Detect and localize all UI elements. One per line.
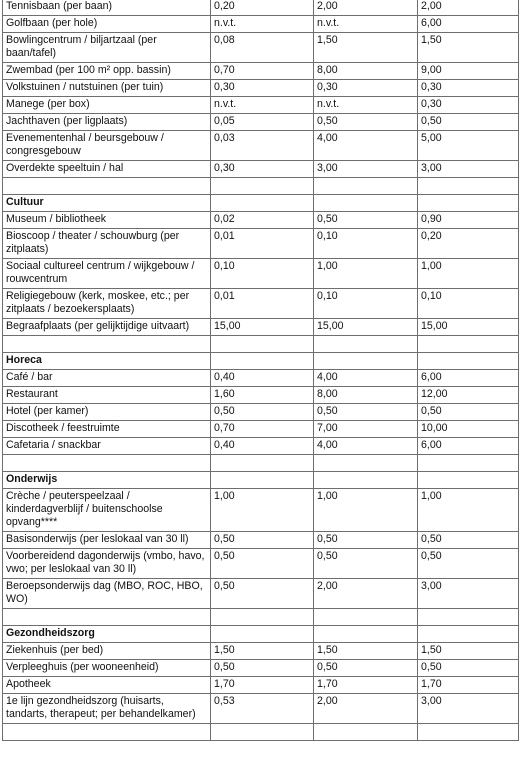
category-cell: Begraafplaats (per gelijktijdige uitvaart) (3, 319, 211, 336)
empty-cell (314, 336, 418, 353)
value-cell-3: 0,50 (418, 549, 519, 579)
category-cell: Crèche / peuterspeelzaal / kinderdagverblijf / buitenschoolse opvang**** (3, 489, 211, 532)
value-cell-1: 0,40 (211, 438, 314, 455)
section-header-row (3, 353, 519, 370)
spacer-row (3, 336, 519, 353)
value-cell-1: 0,70 (211, 421, 314, 438)
value-cell-1: 0,03 (211, 131, 314, 161)
table-row (3, 404, 519, 421)
table-row (3, 421, 519, 438)
value-cell-1: 0,50 (211, 532, 314, 549)
value-cell-3: 6,00 (418, 370, 519, 387)
value-cell-3: 3,00 (418, 161, 519, 178)
empty-cell (418, 455, 519, 472)
table-row (3, 579, 519, 609)
value-cell-1: 1,50 (211, 643, 314, 660)
spacer-row (3, 455, 519, 472)
value-cell-2: 1,00 (314, 259, 418, 289)
empty-cell (314, 178, 418, 195)
category-cell: Apotheek (3, 677, 211, 694)
value-cell-3: 0,50 (418, 532, 519, 549)
value-cell-2: n.v.t. (314, 97, 418, 114)
table-row (3, 161, 519, 178)
table-row (3, 694, 519, 724)
table-row (3, 489, 519, 532)
value-cell-2: 0,10 (314, 289, 418, 319)
value-cell-3: 9,00 (418, 63, 519, 80)
table-row (3, 549, 519, 579)
value-cell-2: 1,50 (314, 33, 418, 63)
spacer-row (3, 178, 519, 195)
value-cell-2: 0,50 (314, 549, 418, 579)
empty-cell (3, 455, 211, 472)
value-cell-2: 2,00 (314, 0, 418, 16)
section-header-row (3, 626, 519, 643)
value-cell-2: 2,00 (314, 694, 418, 724)
table-row (3, 259, 519, 289)
category-cell: Hotel (per kamer) (3, 404, 211, 421)
value-cell-3: 6,00 (418, 438, 519, 455)
empty-cell (211, 455, 314, 472)
value-cell-1: 0,08 (211, 33, 314, 63)
table-row (3, 370, 519, 387)
value-cell-1: 0,30 (211, 80, 314, 97)
empty-cell (211, 336, 314, 353)
section-title: Gezondheidszorg (3, 626, 211, 643)
value-cell-2: 2,00 (314, 579, 418, 609)
empty-cell (211, 724, 314, 741)
value-cell-1: 0,50 (211, 579, 314, 609)
value-cell-2: 7,00 (314, 421, 418, 438)
value-cell-2: 1,00 (314, 489, 418, 532)
value-cell-1: 0,05 (211, 114, 314, 131)
empty-cell (3, 724, 211, 741)
value-cell-1: 0,30 (211, 161, 314, 178)
value-cell-1: 0,53 (211, 694, 314, 724)
value-cell-1: 0,01 (211, 229, 314, 259)
value-cell-3: 1,70 (418, 677, 519, 694)
value-cell-1: 0,50 (211, 660, 314, 677)
value-cell-3: 3,00 (418, 694, 519, 724)
category-cell: Voorbereidend dagonderwijs (vmbo, havo, vwo; per leslokaal van 30 ll) (3, 549, 211, 579)
table-body (3, 0, 519, 741)
value-cell-2: 0,10 (314, 229, 418, 259)
category-cell: Café / bar (3, 370, 211, 387)
empty-cell (314, 609, 418, 626)
empty-cell (418, 353, 519, 370)
category-cell: Discotheek / feestruimte (3, 421, 211, 438)
value-cell-1: 1,60 (211, 387, 314, 404)
empty-cell (211, 609, 314, 626)
value-cell-2: 0,50 (314, 114, 418, 131)
table-row (3, 289, 519, 319)
empty-cell (418, 626, 519, 643)
empty-cell (418, 609, 519, 626)
category-cell: Jachthaven (per ligplaats) (3, 114, 211, 131)
empty-cell (211, 178, 314, 195)
value-cell-1: 0,20 (211, 0, 314, 16)
value-cell-2: 0,50 (314, 404, 418, 421)
table-row (3, 660, 519, 677)
value-cell-3: 1,00 (418, 489, 519, 532)
table-row (3, 212, 519, 229)
value-cell-3: 10,00 (418, 421, 519, 438)
category-cell: Cafetaria / snackbar (3, 438, 211, 455)
value-cell-3: 0,10 (418, 289, 519, 319)
category-cell: Religiegebouw (kerk, moskee, etc.; per zitplaats / bezoekersplaats) (3, 289, 211, 319)
category-cell: Evenementenhal / beursgebouw / congresgebouw (3, 131, 211, 161)
section-title: Cultuur (3, 195, 211, 212)
category-cell: Basisonderwijs (per leslokaal van 30 ll) (3, 532, 211, 549)
parking-norms-table (2, 0, 519, 741)
value-cell-2: 8,00 (314, 387, 418, 404)
table-row (3, 0, 519, 16)
value-cell-3: 0,30 (418, 97, 519, 114)
category-cell: Ziekenhuis (per bed) (3, 643, 211, 660)
empty-cell (3, 178, 211, 195)
category-cell: Beroepsonderwijs dag (MBO, ROC, HBO, WO) (3, 579, 211, 609)
value-cell-3: 0,90 (418, 212, 519, 229)
category-cell: Bowlingcentrum / biljartzaal (per baan/tafel) (3, 33, 211, 63)
empty-cell (314, 626, 418, 643)
spacer-row (3, 724, 519, 741)
value-cell-3: 3,00 (418, 579, 519, 609)
value-cell-2: 4,00 (314, 438, 418, 455)
spacer-row (3, 609, 519, 626)
section-title: Horeca (3, 353, 211, 370)
value-cell-3: 0,30 (418, 80, 519, 97)
value-cell-1: 0,40 (211, 370, 314, 387)
value-cell-1: 15,00 (211, 319, 314, 336)
value-cell-1: n.v.t. (211, 16, 314, 33)
value-cell-1: 0,50 (211, 404, 314, 421)
value-cell-2: 3,00 (314, 161, 418, 178)
value-cell-2: 1,50 (314, 643, 418, 660)
value-cell-1: 0,10 (211, 259, 314, 289)
table-row (3, 131, 519, 161)
empty-cell (418, 472, 519, 489)
value-cell-1: 1,70 (211, 677, 314, 694)
value-cell-2: 0,50 (314, 212, 418, 229)
value-cell-1: 0,70 (211, 63, 314, 80)
table-row (3, 387, 519, 404)
value-cell-3: 1,50 (418, 33, 519, 63)
table-row (3, 532, 519, 549)
category-cell: Tennisbaan (per baan) (3, 0, 211, 16)
value-cell-1: 0,02 (211, 212, 314, 229)
table-row (3, 677, 519, 694)
value-cell-3: 5,00 (418, 131, 519, 161)
table-row (3, 114, 519, 131)
section-header-row (3, 472, 519, 489)
empty-cell (314, 455, 418, 472)
empty-cell (314, 195, 418, 212)
empty-cell (418, 336, 519, 353)
empty-cell (211, 353, 314, 370)
table-row (3, 319, 519, 336)
table-row (3, 438, 519, 455)
value-cell-3: 12,00 (418, 387, 519, 404)
table-row (3, 643, 519, 660)
value-cell-2: 8,00 (314, 63, 418, 80)
value-cell-2: 15,00 (314, 319, 418, 336)
value-cell-1: 1,00 (211, 489, 314, 532)
table-row (3, 63, 519, 80)
empty-cell (314, 472, 418, 489)
value-cell-1: 0,50 (211, 549, 314, 579)
empty-cell (418, 195, 519, 212)
category-cell: Museum / bibliotheek (3, 212, 211, 229)
value-cell-3: 0,50 (418, 404, 519, 421)
category-cell: Zwembad (per 100 m² opp. bassin) (3, 63, 211, 80)
section-title: Onderwijs (3, 472, 211, 489)
category-cell: Overdekte speeltuin / hal (3, 161, 211, 178)
value-cell-3: 0,50 (418, 660, 519, 677)
value-cell-2: 0,30 (314, 80, 418, 97)
value-cell-3: 0,20 (418, 229, 519, 259)
value-cell-2: 0,50 (314, 532, 418, 549)
value-cell-3: 1,50 (418, 643, 519, 660)
empty-cell (3, 609, 211, 626)
empty-cell (211, 195, 314, 212)
category-cell: Restaurant (3, 387, 211, 404)
empty-cell (418, 724, 519, 741)
value-cell-3: 0,50 (418, 114, 519, 131)
value-cell-1: 0,01 (211, 289, 314, 319)
table-row (3, 80, 519, 97)
section-header-row (3, 195, 519, 212)
value-cell-3: 15,00 (418, 319, 519, 336)
value-cell-3: 1,00 (418, 259, 519, 289)
table-row (3, 229, 519, 259)
empty-cell (211, 626, 314, 643)
empty-cell (418, 178, 519, 195)
empty-cell (314, 724, 418, 741)
empty-cell (314, 353, 418, 370)
value-cell-2: 4,00 (314, 370, 418, 387)
table-row (3, 97, 519, 114)
value-cell-2: n.v.t. (314, 16, 418, 33)
value-cell-1: n.v.t. (211, 97, 314, 114)
value-cell-3: 6,00 (418, 16, 519, 33)
table-row (3, 16, 519, 33)
category-cell: Bioscoop / theater / schouwburg (per zitplaats) (3, 229, 211, 259)
empty-cell (3, 336, 211, 353)
category-cell: Sociaal cultureel centrum / wijkgebouw / rouwcentrum (3, 259, 211, 289)
table-row (3, 33, 519, 63)
value-cell-3: 2,00 (418, 0, 519, 16)
category-cell: Manege (per box) (3, 97, 211, 114)
value-cell-2: 0,50 (314, 660, 418, 677)
category-cell: Volkstuinen / nutstuinen (per tuin) (3, 80, 211, 97)
category-cell: Golfbaan (per hole) (3, 16, 211, 33)
category-cell: 1e lijn gezondheidszorg (huisarts, tandarts, therapeut; per behandelkamer) (3, 694, 211, 724)
value-cell-2: 4,00 (314, 131, 418, 161)
empty-cell (211, 472, 314, 489)
category-cell: Verpleeghuis (per wooneenheid) (3, 660, 211, 677)
value-cell-2: 1,70 (314, 677, 418, 694)
